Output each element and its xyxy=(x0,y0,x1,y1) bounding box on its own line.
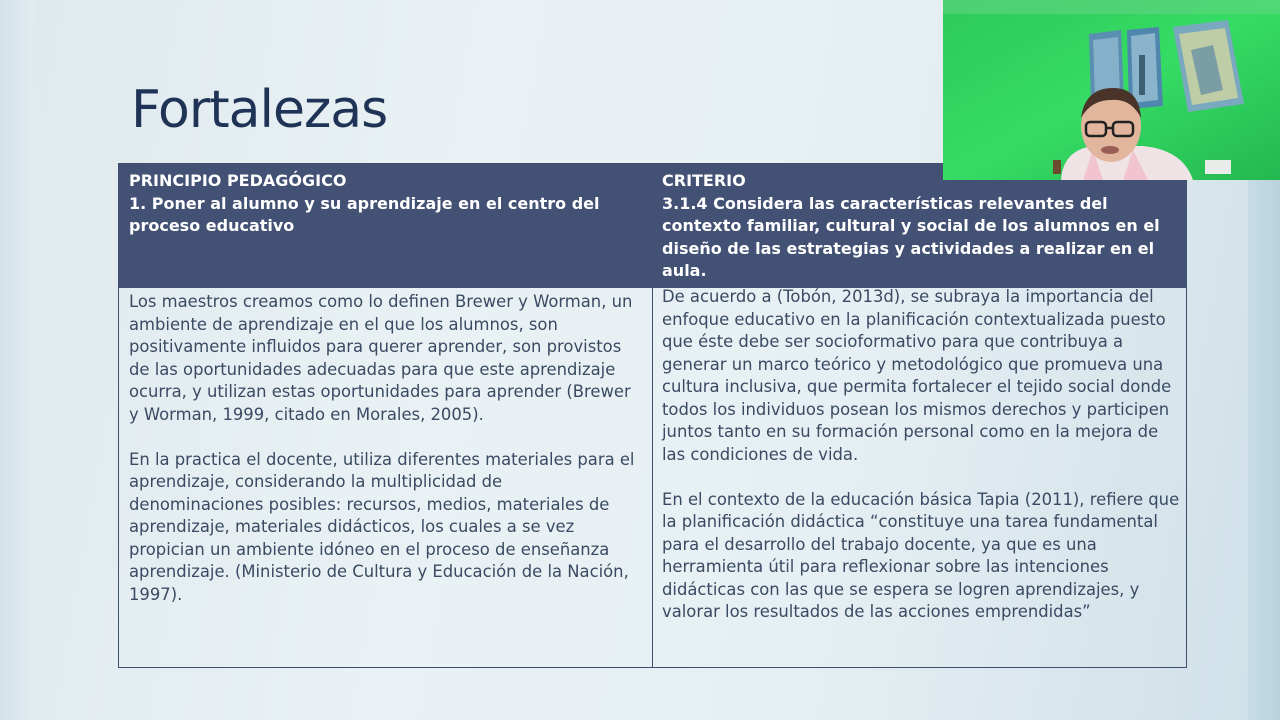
criterion-paragraph-1: De acuerdo a (Tobón, 2013d), se subraya la importancia del enfoque educativo en la planificación contextualizada puesto que éste debe ser socioformativo para que contribuya a generar un marco teórico y metodológico que promueva una cultura inclusiva, que permita fortalecer el tejido social donde todos los individuos posean los mismos derechos y participen juntos tanto en su formación personal como en la mejora de las condiciones de vida. xyxy=(662,287,1172,464)
header-cell-criterion xyxy=(662,170,1177,283)
webcam-overlay xyxy=(943,0,1280,180)
criteria-table xyxy=(118,163,1187,668)
header-cell-principle xyxy=(129,170,639,238)
body-cell-principle xyxy=(129,291,637,629)
webcam-presenter-icon xyxy=(943,0,1280,180)
principle-paragraph-1: Los maestros creamos como lo definen Brewer y Worman, un ambiente de aprendizaje en el que los alumnos, son positivamente influidos para querer aprender, son provistos de las oportunidades adecuadas para que este aprendizaje ocurra, y utilizan estas oportunidades para aprender (Brewer y Worman, 1999, citado en Morales, 2005). xyxy=(129,292,633,424)
header-principle-label: PRINCIPIO PEDAGÓGICO xyxy=(129,171,347,190)
column-divider xyxy=(652,288,653,667)
table-header-row xyxy=(119,164,1186,288)
criterion-paragraph-2: En el contexto de la educación básica Tapia (2011), refiere que la planificación didáctica “constituye una tarea fundamental para el desarrollo del trabajo docente, ya que es una herramienta útil para reflexionar sobre las intenciones didácticas con las que se espera se logren aprendizajes, y valorar los resultados de las acciones emprendidas” xyxy=(662,489,1180,621)
principle-paragraph-2: En la practica el docente, utiliza diferentes materiales para el aprendizaje, considerando la multiplicidad de denominaciones posibles: recursos, medios, materiales de aprendizaje, materiales didácticos, los cuales a se vez propician un ambiente idóneo en el proceso de enseñanza aprendizaje. (Ministerio de Cultura y Educación de la Nación, 1997). xyxy=(129,449,635,604)
header-criterion-text: 3.1.4 Considera las características relevantes del contexto familiar, cultural y social de los alumnos en el diseño de las estrategias y actividades a realizar en el aula. xyxy=(662,193,1160,281)
header-principle-text: 1. Poner al alumno y su aprendizaje en el centro del proceso educativo xyxy=(129,193,600,236)
slide-left-edge xyxy=(0,0,34,720)
body-cell-criterion xyxy=(662,286,1184,646)
slide-title: Fortalezas xyxy=(131,80,388,140)
header-criterion-label: CRITERIO xyxy=(662,171,746,190)
